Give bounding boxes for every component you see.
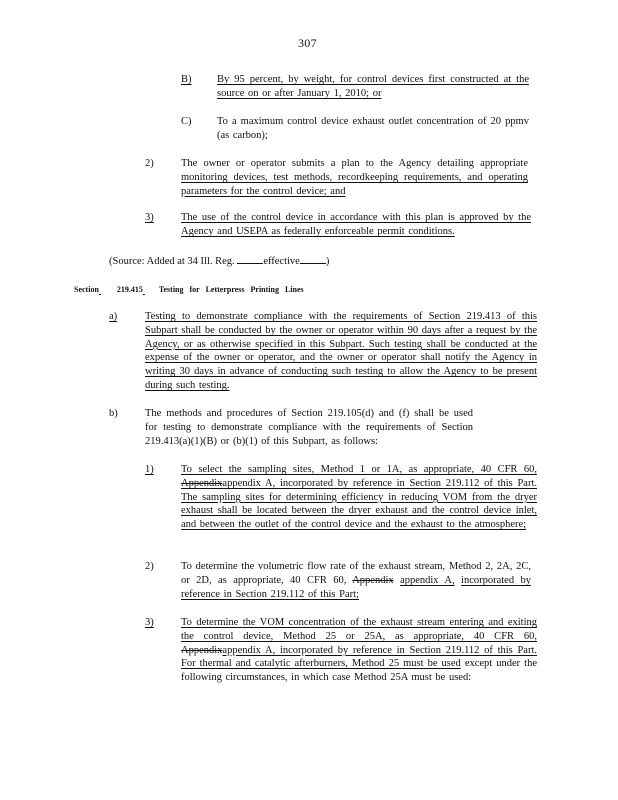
sub-b-item-2-part2: appendix A, (400, 574, 455, 586)
item-b-text: By 95 percent, by weight, for control devices first constructed at the source on or after January 1, 2010; or (217, 74, 529, 99)
sub-b-item-3-text (181, 616, 537, 685)
item-c-label: C) (181, 116, 192, 127)
subsection-a-text: Testing to demonstrate compliance with the requirements of Section 219.413 of this Subpart shall be conducted by the owner or operator within 90 days after a request by the Agency, or as otherwise specified in this Subpart. Such testing shall be conducted at the expense of the owner or operator, and the owner or operator shall notify the Agency in writing 30 days in advance of conducting such testing to allow the Agency to be present during such testing. (145, 311, 537, 391)
subsection-b-text: The methods and procedures of Section 219.105(d) and (f) shall be used for testing to demonstrate compliance with the requirements of Section 219.413(a)(1)(B) or (b)(1) of this Subpart, as follows: (145, 408, 473, 447)
source-suffix: ) (325, 256, 330, 267)
sub-b-item-3-label: 3) (145, 617, 154, 628)
sub-b-item-3-part2: appendix A, incorporated by reference in Section 219.112 of this Part. For thermal and catalytic afterburners, Method 25 must be used (181, 644, 537, 670)
sub-b-item-1-text (181, 463, 537, 532)
source-effective: effective (263, 256, 300, 267)
sub-b-item-1-struck: Appendix (181, 477, 223, 489)
section-word: Section (74, 285, 99, 294)
subsection-b-label: b) (109, 408, 118, 419)
item-2-text-plain: The owner or operator submits a plan to the Agency detailing appropriate (181, 158, 528, 169)
section-title: Testing for Letterpress Printing Lines (158, 285, 304, 294)
item-2-text (181, 157, 528, 198)
sub-b-item-2-struck: Appendix (352, 574, 394, 586)
section-heading (74, 285, 304, 294)
source-note (109, 254, 329, 269)
item-2-text-underlined: monitoring devices, test methods, recordkeeping requirements, and operating parameters for the control device; and (181, 171, 528, 197)
sub-b-item-3-part1: To determine the VOM concentration of the exhaust stream entering and exiting the control device, Method 25 or 25A, as appropriate, 40 CFR 60, (181, 617, 537, 642)
item-c-text: To a maximum control device exhaust outlet concentration of 20 ppmv (as carbon); (217, 116, 529, 141)
sub-b-item-1-part1: To select the sampling sites, Method 1 or 1A, as appropriate, 40 CFR 60, (181, 464, 537, 475)
source-prefix: (Source: Added at 34 Ill. Reg. (109, 256, 235, 267)
page-number: 307 (298, 36, 317, 50)
sub-b-item-3-struck: Appendix (181, 644, 223, 656)
sub-b-item-2-text (181, 560, 531, 601)
sub-b-item-2-label: 2) (145, 561, 154, 572)
source-blank-1 (237, 254, 263, 264)
item-3-label: 3) (145, 212, 154, 223)
sub-b-item-3-part3: except under the following circumstances, in which case Method 25A must be used: (181, 658, 538, 684)
section-number: 219.415 (116, 285, 143, 294)
item-2-label: 2) (145, 158, 154, 169)
sub-b-item-1-part2: appendix A, incorporated by reference in Section 219.112 of this Part. The sampling sites for determining efficiency in reducing VOM from the dryer exhaust shall be located between the dryer exhaust and the control device inlet, and between the outlet of the control device and the exhaust to the atmosphere; (181, 477, 537, 531)
item-3-text: The use of the control device in accordance with this plan is approved by the Agency and USEPA as federally enforceable permit conditions. (181, 212, 531, 237)
item-b-label: B) (181, 74, 192, 85)
subsection-a-label: a) (109, 311, 118, 322)
sub-b-item-2-part3: incorporated by reference in Section 219.112 of this Part; (181, 574, 532, 600)
sub-b-item-2-part1: To determine the volumetric flow rate of the exhaust stream, Method 2, 2A, 2C, or 2D, as appropriate, 40 CFR 60, (181, 561, 531, 586)
source-blank-2 (300, 254, 326, 264)
sub-b-item-1-label: 1) (145, 464, 154, 475)
